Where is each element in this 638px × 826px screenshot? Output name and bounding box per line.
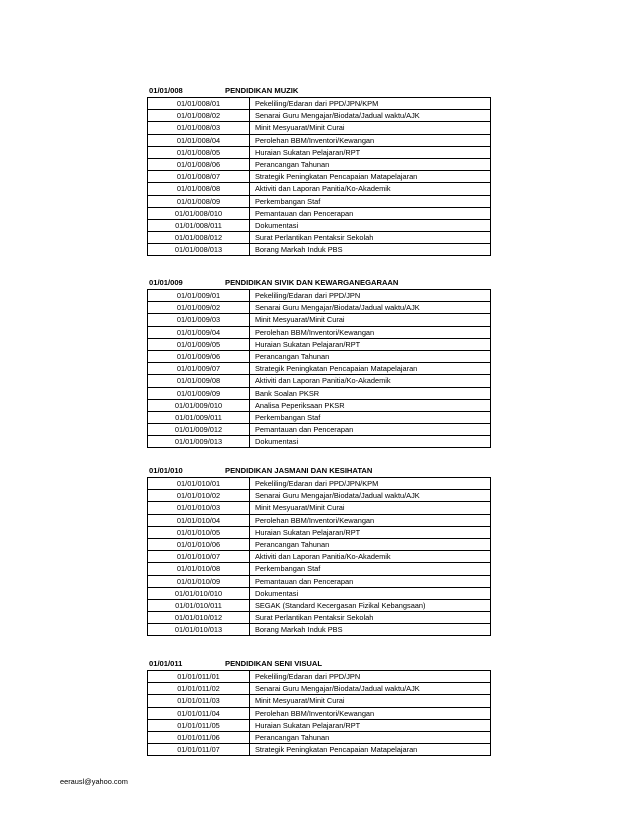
file-code-cell: 01/01/010/01 xyxy=(148,478,250,490)
file-description-cell: Huraian Sukatan Pelajaran/RPT xyxy=(250,338,491,350)
file-code-cell: 01/01/009/05 xyxy=(148,338,250,350)
section-code: 01/01/008 xyxy=(149,86,183,95)
file-description-cell: Perolehan BBM/Inventori/Kewangan xyxy=(250,326,491,338)
file-code-cell: 01/01/011/04 xyxy=(148,707,250,719)
file-description-cell: SEGAK (Standard Kecergasan Fizikal Kebangsaan) xyxy=(250,599,491,611)
file-code-cell: 01/01/010/010 xyxy=(148,587,250,599)
file-code-cell: 01/01/010/02 xyxy=(148,490,250,502)
table-row xyxy=(148,207,491,219)
file-description-cell: Perolehan BBM/Inventori/Kewangan xyxy=(250,707,491,719)
file-description-cell: Pekeliling/Edaran dari PPD/JPN/KPM xyxy=(250,98,491,110)
file-description-cell: Pemantauan dan Pencerapan xyxy=(250,575,491,587)
table-row xyxy=(148,526,491,538)
table-row xyxy=(148,363,491,375)
file-code-cell: 01/01/010/07 xyxy=(148,551,250,563)
file-code-cell: 01/01/010/04 xyxy=(148,514,250,526)
table-row xyxy=(148,146,491,158)
table-row xyxy=(148,411,491,423)
file-description-cell: Huraian Sukatan Pelajaran/RPT xyxy=(250,719,491,731)
file-code-cell: 01/01/008/02 xyxy=(148,110,250,122)
table-row xyxy=(148,624,491,636)
file-description-cell: Perolehan BBM/Inventori/Kewangan xyxy=(250,134,491,146)
file-code-cell: 01/01/009/02 xyxy=(148,302,250,314)
file-code-cell: 01/01/009/013 xyxy=(148,436,250,448)
section-header xyxy=(147,277,491,289)
table-row xyxy=(148,350,491,362)
file-code-cell: 01/01/008/04 xyxy=(148,134,250,146)
file-description-cell: Bank Soalan PKSR xyxy=(250,387,491,399)
file-description-cell: Huraian Sukatan Pelajaran/RPT xyxy=(250,146,491,158)
table-row xyxy=(148,326,491,338)
table-row xyxy=(148,502,491,514)
file-description-cell: Perkembangan Staf xyxy=(250,563,491,575)
file-code-cell: 01/01/011/03 xyxy=(148,695,250,707)
file-description-cell: Analisa Peperiksaan PKSR xyxy=(250,399,491,411)
section-code: 01/01/009 xyxy=(149,278,183,287)
table-row xyxy=(148,195,491,207)
table-row xyxy=(148,183,491,195)
section-pendidikan-seni-visual xyxy=(147,658,491,756)
table-row xyxy=(148,478,491,490)
table-row xyxy=(148,707,491,719)
file-code-cell: 01/01/011/01 xyxy=(148,671,250,683)
file-code-cell: 01/01/010/012 xyxy=(148,612,250,624)
file-code-cell: 01/01/008/011 xyxy=(148,219,250,231)
file-description-cell: Pemantauan dan Pencerapan xyxy=(250,424,491,436)
file-description-cell: Aktiviti dan Laporan Panitia/Ko-Akademik xyxy=(250,183,491,195)
table-row xyxy=(148,551,491,563)
table-row xyxy=(148,98,491,110)
file-code-cell: 01/01/009/03 xyxy=(148,314,250,326)
file-description-cell: Minit Mesyuarat/Minit Curai xyxy=(250,122,491,134)
table-row xyxy=(148,671,491,683)
file-code-cell: 01/01/009/010 xyxy=(148,399,250,411)
file-code-cell: 01/01/008/013 xyxy=(148,244,250,256)
table-row xyxy=(148,158,491,170)
section-header xyxy=(147,658,491,670)
file-description-cell: Dokumentasi xyxy=(250,436,491,448)
file-description-cell: Perkembangan Staf xyxy=(250,411,491,423)
table-row xyxy=(148,314,491,326)
table-row xyxy=(148,219,491,231)
file-code-cell: 01/01/008/010 xyxy=(148,207,250,219)
section-pendidikan-sivik xyxy=(147,277,491,448)
table-row xyxy=(148,302,491,314)
table-row xyxy=(148,490,491,502)
file-description-cell: Perkembangan Staf xyxy=(250,195,491,207)
file-description-cell: Strategik Peningkatan Pencapaian Matapelajaran xyxy=(250,363,491,375)
table-row xyxy=(148,575,491,587)
table-row xyxy=(148,387,491,399)
file-description-cell: Strategik Peningkatan Pencapaian Matapelajaran xyxy=(250,171,491,183)
section-title: PENDIDIKAN MUZIK xyxy=(225,86,299,95)
file-description-cell: Surat Perlantikan Pentaksir Sekolah xyxy=(250,232,491,244)
table-row xyxy=(148,599,491,611)
table-row xyxy=(148,683,491,695)
table-row xyxy=(148,232,491,244)
table-row xyxy=(148,134,491,146)
file-code-cell: 01/01/008/06 xyxy=(148,158,250,170)
file-description-cell: Perolehan BBM/Inventori/Kewangan xyxy=(250,514,491,526)
file-description-cell: Borang Markah Induk PBS xyxy=(250,624,491,636)
file-code-cell: 01/01/009/07 xyxy=(148,363,250,375)
table-row xyxy=(148,587,491,599)
file-code-cell: 01/01/010/08 xyxy=(148,563,250,575)
section-pendidikan-muzik xyxy=(147,85,491,256)
file-code-cell: 01/01/011/02 xyxy=(148,683,250,695)
section-header xyxy=(147,85,491,97)
file-index-table xyxy=(147,97,491,256)
file-description-cell: Minit Mesyuarat/Minit Curai xyxy=(250,502,491,514)
section-header xyxy=(147,465,491,477)
file-code-cell: 01/01/009/06 xyxy=(148,350,250,362)
table-row xyxy=(148,563,491,575)
file-code-cell: 01/01/009/01 xyxy=(148,290,250,302)
table-row xyxy=(148,110,491,122)
file-description-cell: Senarai Guru Mengajar/Biodata/Jadual waktu/AJK xyxy=(250,490,491,502)
file-code-cell: 01/01/010/05 xyxy=(148,526,250,538)
file-code-cell: 01/01/009/011 xyxy=(148,411,250,423)
table-row xyxy=(148,731,491,743)
file-description-cell: Minit Mesyuarat/Minit Curai xyxy=(250,314,491,326)
table-row xyxy=(148,375,491,387)
table-row xyxy=(148,612,491,624)
file-description-cell: Dokumentasi xyxy=(250,219,491,231)
file-code-cell: 01/01/011/05 xyxy=(148,719,250,731)
file-description-cell: Perancangan Tahunan xyxy=(250,350,491,362)
file-description-cell: Aktiviti dan Laporan Panitia/Ko-Akademik xyxy=(250,551,491,563)
section-title: PENDIDIKAN SENI VISUAL xyxy=(225,659,323,668)
file-description-cell: Perancangan Tahunan xyxy=(250,158,491,170)
file-description-cell: Surat Perlantikan Pentaksir Sekolah xyxy=(250,612,491,624)
file-description-cell: Strategik Peningkatan Pencapaian Matapelajaran xyxy=(250,744,491,756)
file-description-cell: Senarai Guru Mengajar/Biodata/Jadual waktu/AJK xyxy=(250,302,491,314)
file-code-cell: 01/01/008/08 xyxy=(148,183,250,195)
table-row xyxy=(148,290,491,302)
file-description-cell: Senarai Guru Mengajar/Biodata/Jadual waktu/AJK xyxy=(250,683,491,695)
section-pendidikan-jasmani xyxy=(147,465,491,636)
file-description-cell: Borang Markah Induk PBS xyxy=(250,244,491,256)
file-description-cell: Aktiviti dan Laporan Panitia/Ko-Akademik xyxy=(250,375,491,387)
file-description-cell: Dokumentasi xyxy=(250,587,491,599)
table-row xyxy=(148,338,491,350)
file-description-cell: Minit Mesyuarat/Minit Curai xyxy=(250,695,491,707)
file-code-cell: 01/01/008/09 xyxy=(148,195,250,207)
table-row xyxy=(148,436,491,448)
file-code-cell: 01/01/010/013 xyxy=(148,624,250,636)
file-description-cell: Pekeliling/Edaran dari PPD/JPN xyxy=(250,671,491,683)
file-description-cell: Huraian Sukatan Pelajaran/RPT xyxy=(250,526,491,538)
file-description-cell: Senarai Guru Mengajar/Biodata/Jadual waktu/AJK xyxy=(250,110,491,122)
table-row xyxy=(148,244,491,256)
section-code: 01/01/011 xyxy=(149,659,183,668)
file-description-cell: Perancangan Tahunan xyxy=(250,538,491,550)
section-code: 01/01/010 xyxy=(149,466,183,475)
file-index-table xyxy=(147,477,491,636)
table-row xyxy=(148,538,491,550)
file-code-cell: 01/01/008/07 xyxy=(148,171,250,183)
table-row xyxy=(148,695,491,707)
table-row xyxy=(148,744,491,756)
file-code-cell: 01/01/011/07 xyxy=(148,744,250,756)
table-row xyxy=(148,719,491,731)
file-code-cell: 01/01/008/03 xyxy=(148,122,250,134)
file-code-cell: 01/01/010/03 xyxy=(148,502,250,514)
table-row xyxy=(148,171,491,183)
file-description-cell: Pemantauan dan Pencerapan xyxy=(250,207,491,219)
file-index-table xyxy=(147,289,491,448)
file-description-cell: Perancangan Tahunan xyxy=(250,731,491,743)
file-code-cell: 01/01/008/01 xyxy=(148,98,250,110)
file-code-cell: 01/01/010/09 xyxy=(148,575,250,587)
table-row xyxy=(148,122,491,134)
file-code-cell: 01/01/011/06 xyxy=(148,731,250,743)
table-row xyxy=(148,399,491,411)
file-code-cell: 01/01/010/06 xyxy=(148,538,250,550)
file-code-cell: 01/01/009/09 xyxy=(148,387,250,399)
section-title: PENDIDIKAN SIVIK DAN KEWARGANEGARAAN xyxy=(225,278,399,287)
file-code-cell: 01/01/009/08 xyxy=(148,375,250,387)
file-description-cell: Pekeliling/Edaran dari PPD/JPN/KPM xyxy=(250,478,491,490)
table-row xyxy=(148,514,491,526)
file-code-cell: 01/01/009/012 xyxy=(148,424,250,436)
file-code-cell: 01/01/010/011 xyxy=(148,599,250,611)
file-index-table xyxy=(147,670,491,756)
table-row xyxy=(148,424,491,436)
footer-email: eerausl@yahoo.com xyxy=(60,777,128,786)
file-code-cell: 01/01/008/05 xyxy=(148,146,250,158)
file-description-cell: Pekeliling/Edaran dari PPD/JPN xyxy=(250,290,491,302)
file-code-cell: 01/01/008/012 xyxy=(148,232,250,244)
file-code-cell: 01/01/009/04 xyxy=(148,326,250,338)
section-title: PENDIDIKAN JASMANI DAN KESIHATAN xyxy=(225,466,373,475)
